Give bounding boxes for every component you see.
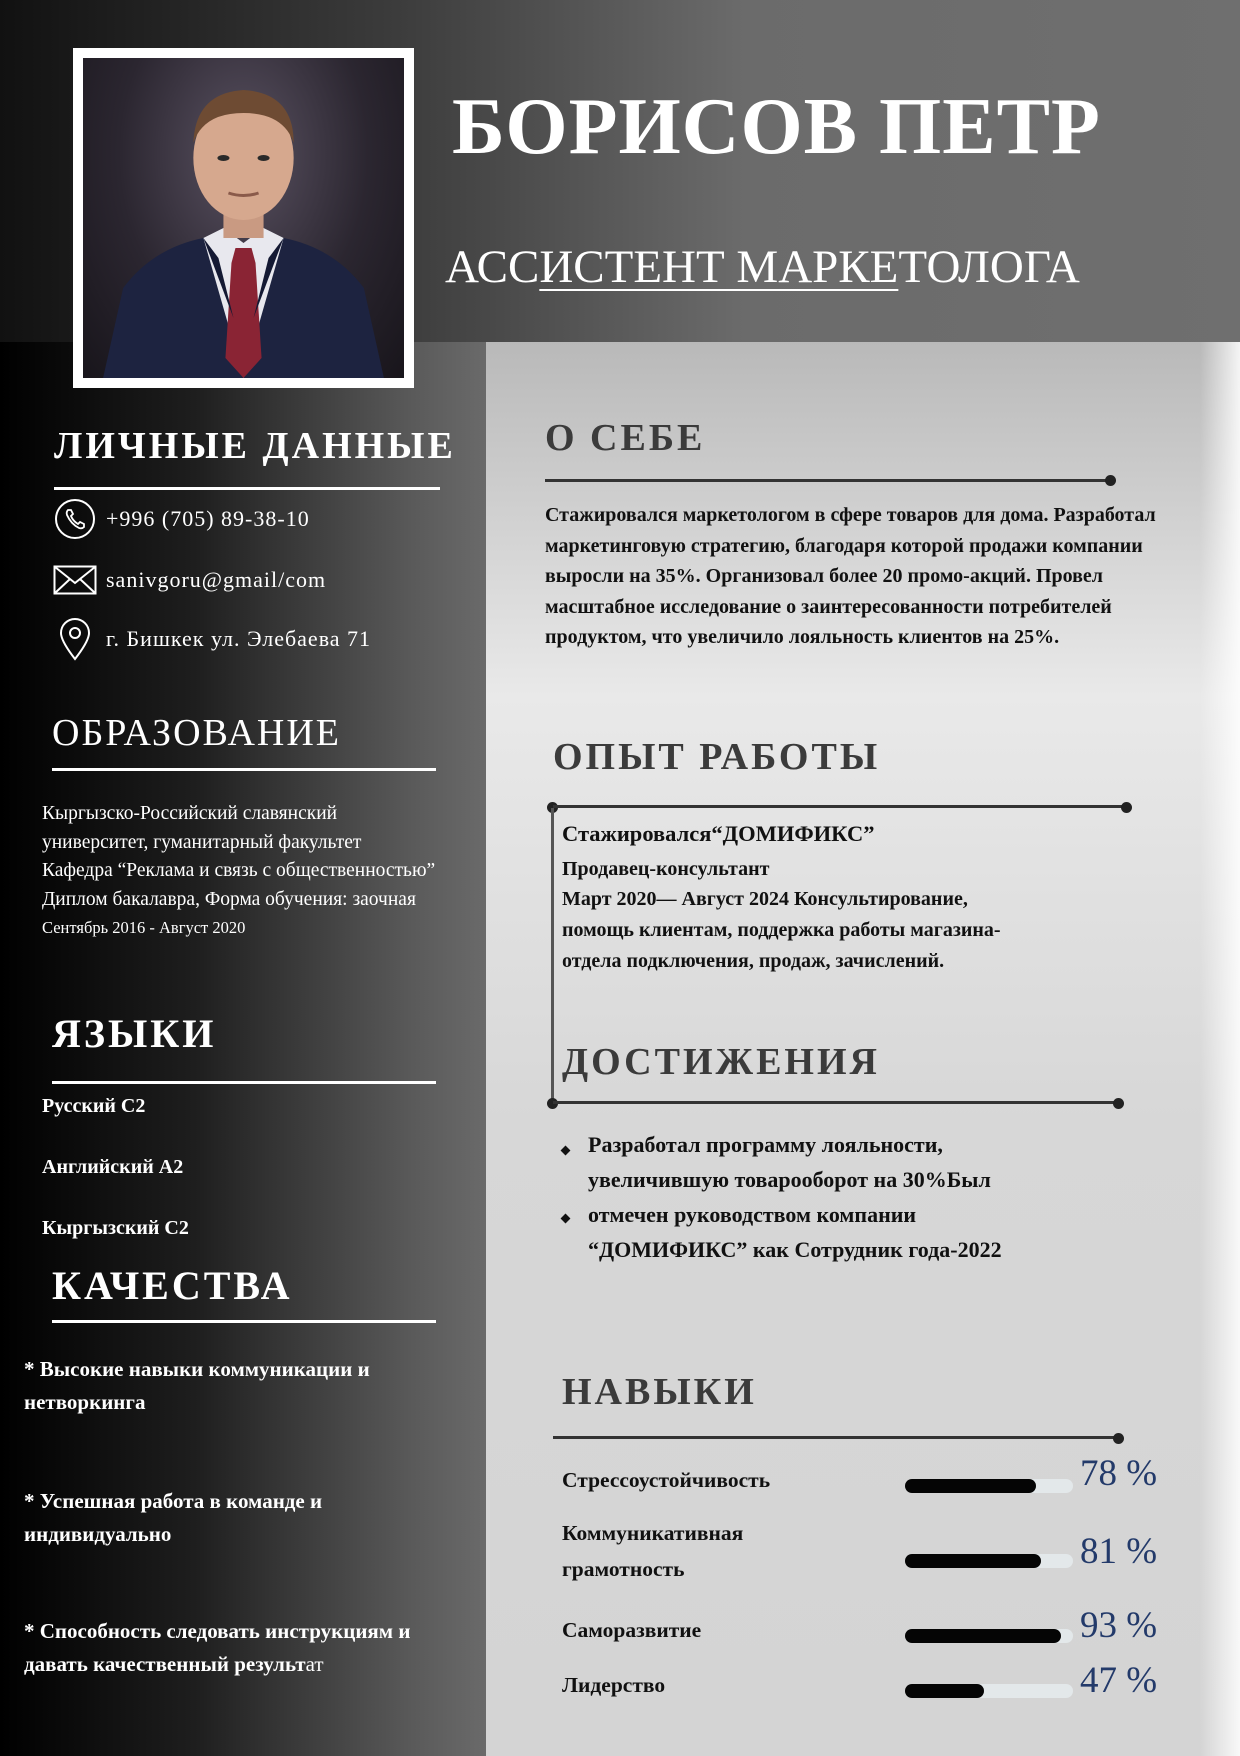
languages-rule <box>52 1081 436 1084</box>
job-title-part3: ТОЛОГА <box>898 241 1080 293</box>
skill-bar <box>905 1554 1073 1568</box>
envelope-icon <box>53 558 97 602</box>
phone-icon <box>53 497 97 541</box>
achievement-text: Разработал программу лояльности, <box>588 1132 943 1157</box>
skill-bar-fill <box>905 1684 984 1698</box>
person-portrait-icon <box>83 58 404 378</box>
skill-percent: 93 % <box>1080 1605 1158 1646</box>
education-dates: Сентябрь 2016 - Август 2020 <box>42 918 246 937</box>
quality-text-tail: ат <box>305 1652 324 1676</box>
skill-label: Саморазвитие <box>562 1618 702 1642</box>
rule-end-dot <box>1113 1098 1124 1109</box>
education-details <box>42 800 472 943</box>
experience-heading: ОПЫТ РАБОТЫ <box>553 736 881 778</box>
about-rule <box>545 479 1111 482</box>
profile-photo-frame <box>73 48 414 388</box>
quality-item: * Успешная работа в команде и индивидуально <box>24 1489 323 1546</box>
education-heading: ОБРАЗОВАНИЕ <box>52 712 342 754</box>
email-address: sanivgoru@gmail/com <box>106 567 327 592</box>
about-heading: О СЕБЕ <box>545 417 706 459</box>
experience-rule <box>553 805 1125 808</box>
address: г. Бишкек ул. Элебаева 71 <box>106 626 372 651</box>
language-item: Кыргызский С2 <box>42 1217 189 1239</box>
job-title-part1: АСС <box>445 241 540 293</box>
location-pin-icon <box>53 617 97 661</box>
language-item: Русский С2 <box>42 1095 146 1117</box>
quality-item: * Высокие навыки коммуникации и нетворкинга <box>24 1357 370 1414</box>
personal-heading: ЛИЧНЫЕ ДАННЫЕ <box>54 425 456 467</box>
skills-heading: НАВЫКИ <box>562 1371 757 1413</box>
education-line: Кафедра “Реклама и связь с общественностью” <box>42 860 436 881</box>
education-line: Кыргызско-Российский славянский <box>42 803 338 824</box>
skill-bar-fill <box>905 1554 1041 1568</box>
experience-company: Стажировался“ДОМИФИКС” <box>562 821 875 846</box>
education-rule <box>52 768 436 771</box>
skill-percent: 81 % <box>1080 1531 1158 1572</box>
achievement-text: отмечен руководством компании <box>588 1202 917 1227</box>
address-row <box>53 617 371 661</box>
quality-text: * Способность следовать инструкциям и давать качественный результ <box>24 1619 411 1676</box>
qualities-heading: КАЧЕСТВА <box>52 1263 293 1308</box>
achievements-heading: ДОСТИЖЕНИЯ <box>562 1041 880 1083</box>
about-text: Стажировался маркетологом в сфере товаров для дома. Разработал маркетинговую стратегию, благодаря которой продажи компании выросли на 35%. Организовал более 20 промо-акций. Провел масштабное исследование о заинтересованности потребителей продуктом, что увеличило лояльность клиентов на 25%. <box>545 504 1156 648</box>
rule-end-dot <box>1121 802 1132 813</box>
phone-number: +996 (705) 89-38-10 <box>106 506 310 531</box>
languages-heading: ЯЗЫКИ <box>52 1011 217 1056</box>
job-title-part2: ИСТЕНТ МАРКЕ <box>539 241 899 293</box>
candidate-name: БОРИСОВ ПЕТР <box>452 83 1101 171</box>
skill-bar-fill <box>905 1629 1061 1643</box>
phone-row <box>53 497 310 541</box>
education-line: университет, гуманитарный факультет <box>42 831 362 853</box>
achievement-text: “ДОМИФИКС” как Сотрудник года-2022 <box>588 1237 1002 1262</box>
email-row <box>53 558 326 602</box>
skill-percent: 47 % <box>1080 1660 1158 1701</box>
qualities-rule <box>52 1320 436 1323</box>
skill-percent: 78 % <box>1080 1453 1158 1494</box>
skill-bar <box>905 1684 1073 1698</box>
achievement-text: увеличившую товарооборот на 30%Был <box>588 1167 991 1192</box>
rule-end-dot <box>1113 1433 1124 1444</box>
skill-label: Лидерство <box>562 1673 666 1697</box>
job-title <box>445 240 1165 294</box>
quality-item <box>24 1615 444 1681</box>
skill-label: Коммуникативная грамотность <box>562 1521 744 1581</box>
skill-bar-fill <box>905 1479 1036 1493</box>
skill-bar <box>905 1629 1073 1643</box>
education-line: Диплом бакалавра, Форма обучения: заочная <box>42 888 416 910</box>
rule-end-dot <box>1105 475 1116 486</box>
experience-description: Март 2020— Август 2024 Консультирование, помощь клиентам, поддержка работы магазина-отдела подключения, продаж, зачислений. <box>562 888 1001 972</box>
skill-label: Стрессоустойчивость <box>562 1468 771 1492</box>
profile-photo <box>83 58 404 378</box>
skill-bar <box>905 1479 1073 1493</box>
experience-vertical-line <box>551 808 554 1106</box>
experience-role: Продавец-консультант <box>562 858 770 880</box>
language-item: Английский А2 <box>42 1156 184 1178</box>
personal-rule <box>54 487 440 490</box>
skills-rule <box>553 1436 1119 1439</box>
achievements-rule <box>553 1101 1117 1104</box>
